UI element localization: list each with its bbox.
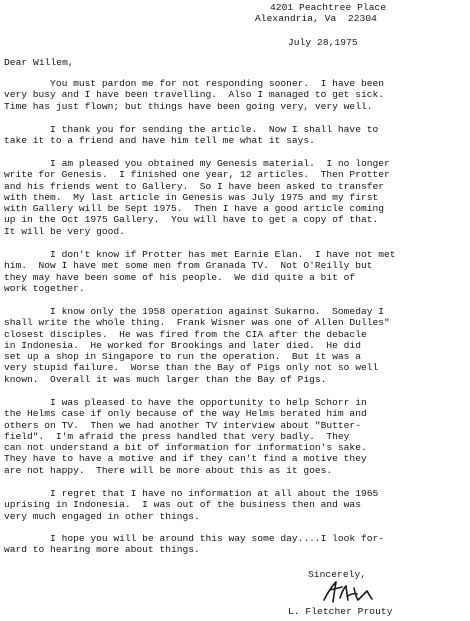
paragraph-line: they may have been some of his people. We did quite a bit of [4,271,356,283]
paragraph-line: You must pardon me for not responding sooner. I have been [4,78,384,89]
paragraph-8 [4,533,468,556]
paragraph-line: I hope you will be around this way some day....I look for- [4,533,384,544]
paragraph-line: I was pleased to have the opportunity to help Schorr in [4,397,367,408]
paragraph-line: take it to a friend and have him tell me what it says. [4,135,315,147]
address-line-2: Alexandria, Va 22304 [255,13,377,24]
paragraph-line: known. Overall it was much larger than the Bay of Pigs. [4,373,327,385]
paragraph-line: ward to hearing more about things. [4,544,200,556]
paragraph-line: uprising in Indonesia. I was out of the business then and was [4,499,361,511]
paragraph-line: are not happy. There will be more about this as it goes. [4,464,333,476]
paragraph-line: with them. My last article in Genesis was July 1975 and my first [4,191,379,203]
paragraph-line: I thank you for sending the article. Now I shall have to [4,124,379,135]
paragraph-line: write for Genesis. I finished one year, 12 articles. Then Protter [4,169,390,181]
paragraph-line: I regret that I have no information at all about the 1965 [4,488,379,499]
paragraph-line: very busy and I have been travelling. Also I managed to get sick. [4,89,384,101]
paragraph-line: can not understand a bit of information for information's sake. [4,442,367,454]
paragraph-line: very much engaged in other things. [4,510,200,522]
paragraph-line: I am pleased you obtained my Genesis material. I no longer [4,158,390,169]
paragraph-line: with Gallery will be Sept 1975. Then I have a good article coming [4,203,384,215]
paragraph-7 [4,488,468,522]
paragraph-line: in Indonesia. He worked for Brookings and later died. He did [4,339,361,351]
paragraph-line: the Helms case if only because of the way Helms berated him and [4,408,367,420]
closing: Sincerely, [308,569,367,580]
handwritten-signature [320,578,380,606]
paragraph-line: I don't know if Protter has met Earnie Elan. I have not met [4,249,396,260]
paragraph-line: closest disciples. He was fired from the CIA after the debacle [4,328,367,340]
paragraph-line: set up a shop in Singapore to run the operation. But it was a [4,351,361,363]
paragraph-1 [4,78,468,112]
paragraph-2 [4,124,468,147]
paragraph-4 [4,249,468,294]
paragraph-line: field". I'm afraid the press handled that very badly. They [4,430,350,442]
salutation: Dear Willem, [4,57,74,68]
paragraph-3 [4,158,468,237]
letter-date: July 28,1975 [288,37,358,48]
address-line-1: 4201 Peachtree Place [270,2,387,13]
paragraph-line: very stupid failure. Worse than the Bay of Pigs only not so well [4,362,379,374]
signer-name: L. Fletcher Prouty [288,606,393,617]
paragraph-line: shall write the whole thing. Frank Wisner was one of Allen Dulles" [4,317,390,329]
paragraph-line: I know only the 1958 operation against Sukarno. Someday I [4,306,384,317]
paragraph-line: It will be very good. [4,225,125,237]
paragraph-line: others on TV. Then we had another TV interview about "Butter- [4,419,361,431]
paragraph-line: up in the Oct 1975 Gallery. You will have to get a copy of that. [4,214,379,226]
paragraph-6 [4,397,468,476]
paragraph-line: and his friends went to Gallery. So I have been asked to transfer [4,180,384,192]
paragraph-5 [4,306,468,385]
paragraph-line: work together. [4,282,85,294]
paragraph-line: They have to have a motive and if they can't find a motive they [4,453,367,465]
paragraph-line: him. Now I have met some men from Granada TV. Not O'Reilly but [4,260,373,272]
paragraph-line: Time has just flown; but things have been going very, very well. [4,100,373,112]
